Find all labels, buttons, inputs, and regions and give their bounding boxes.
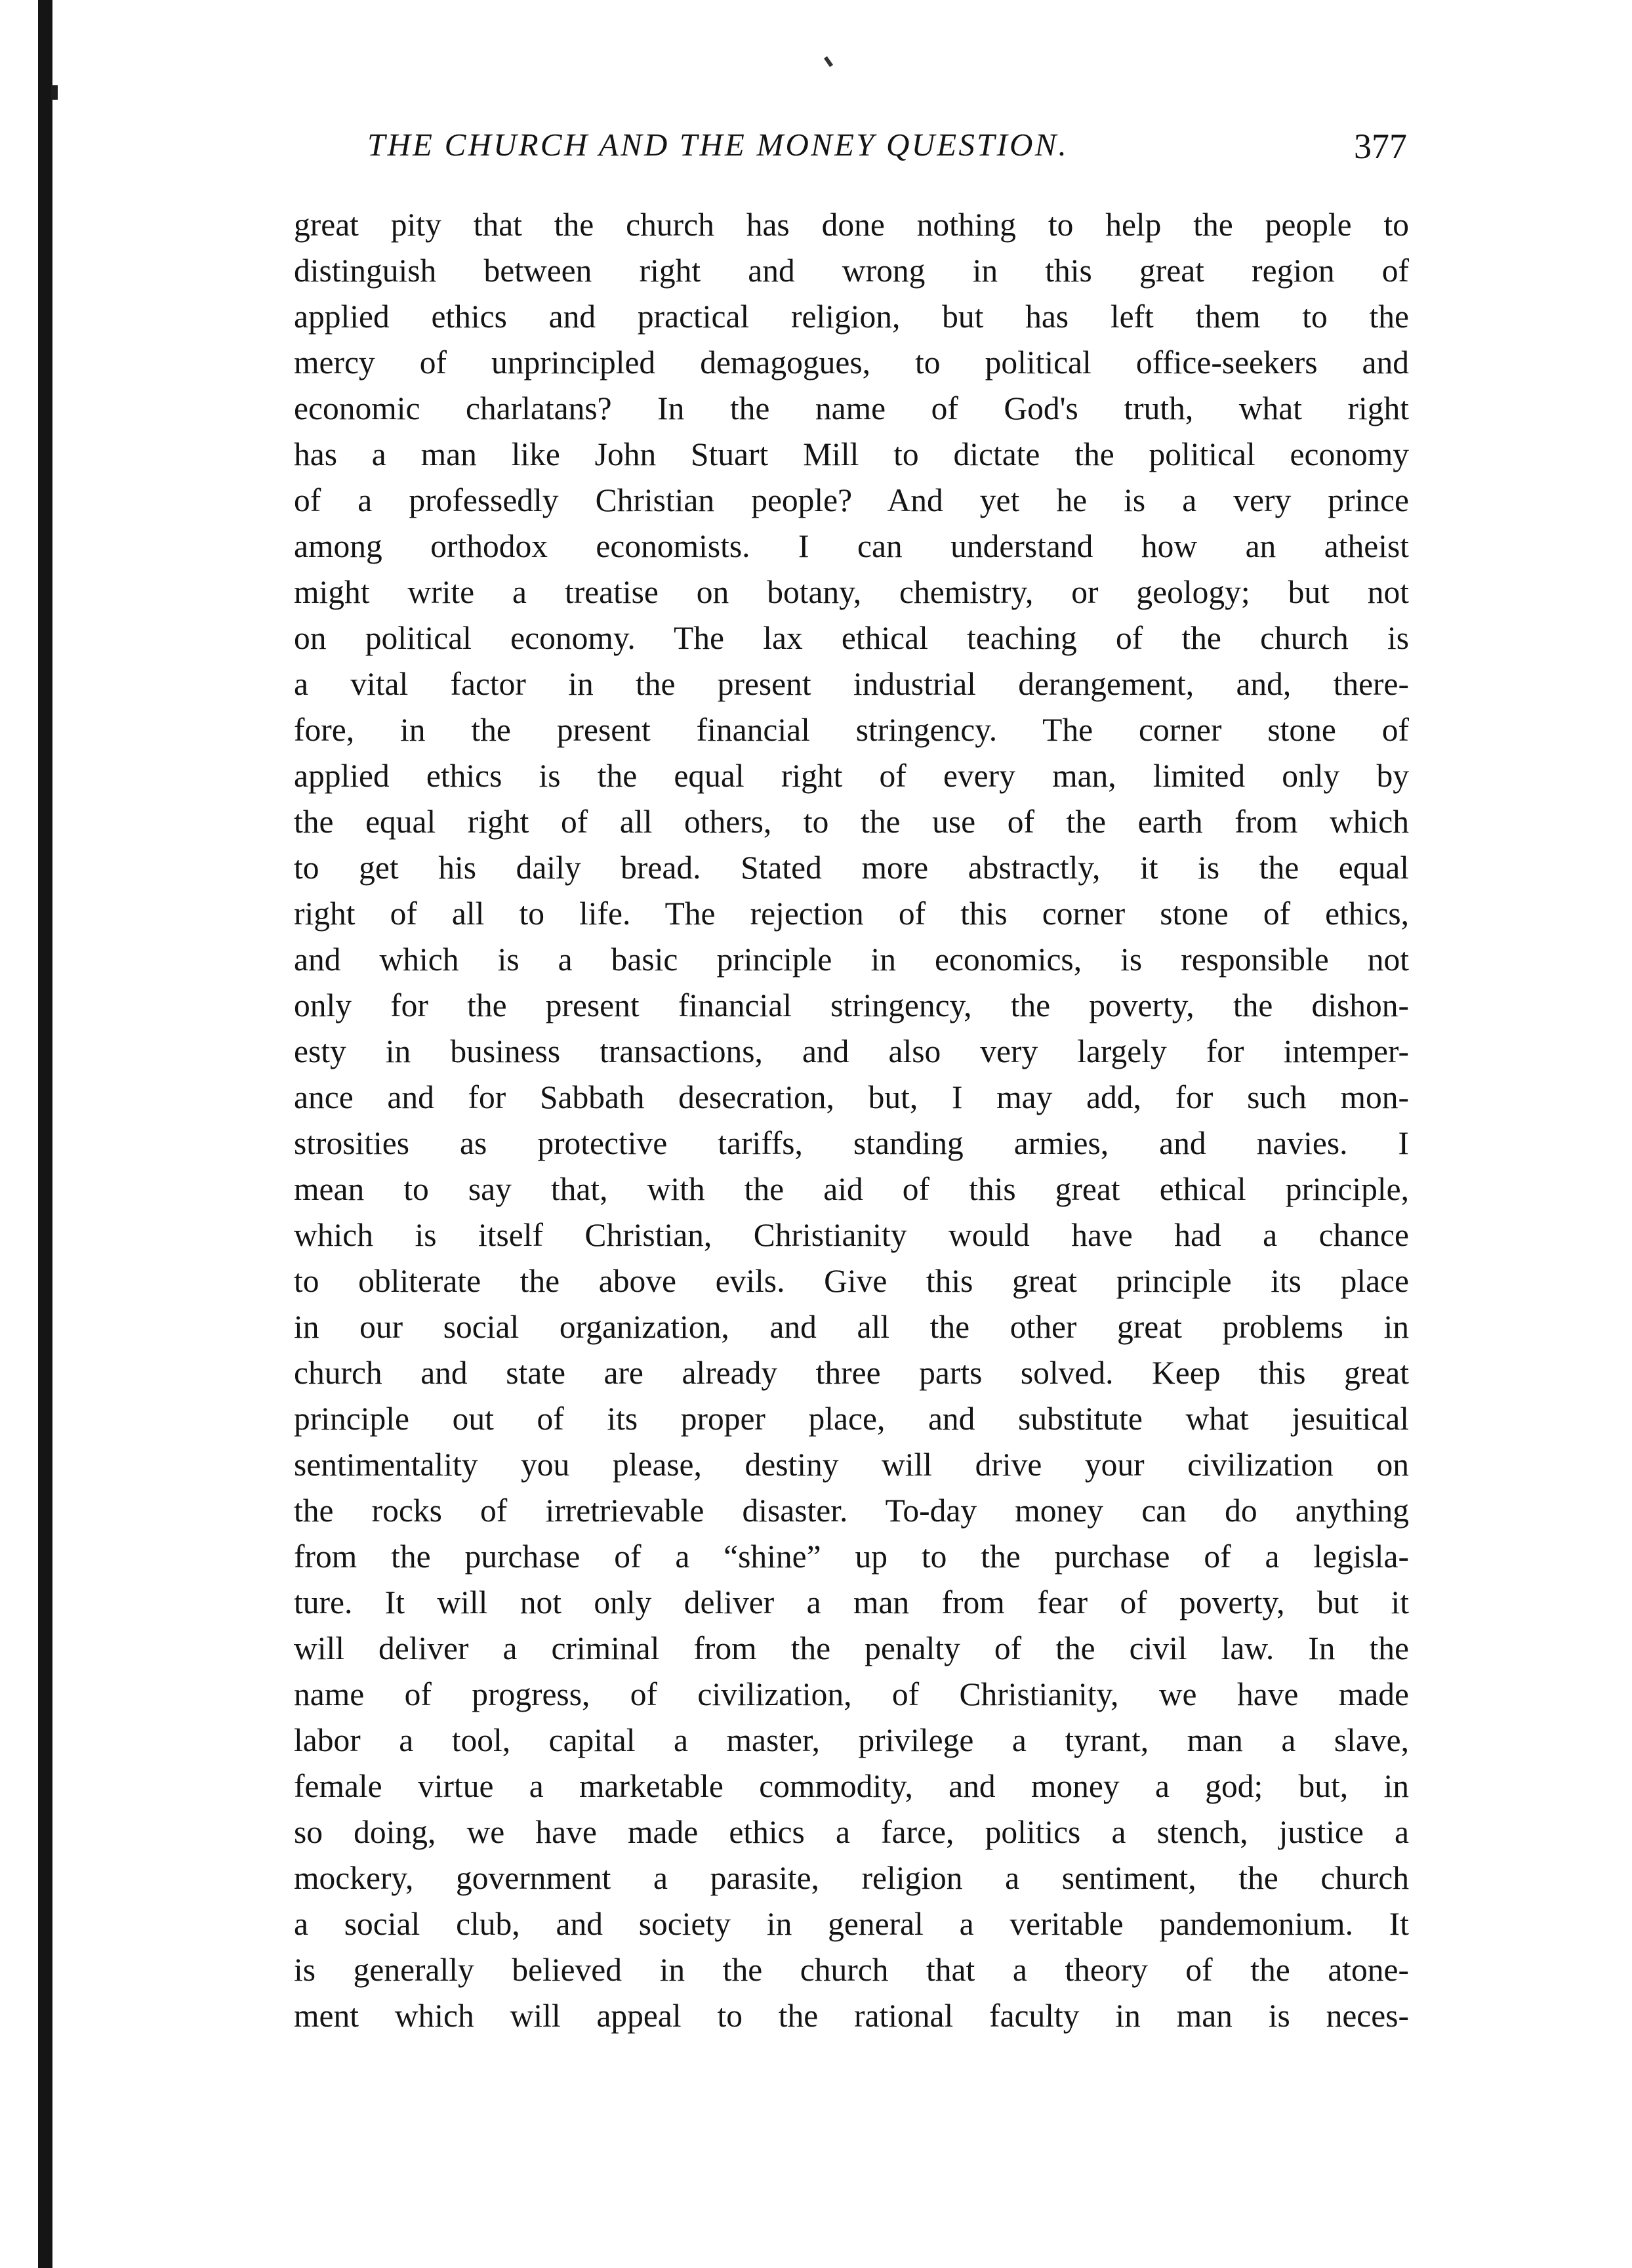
- text-line: which is itself Christian, Christianity would have had a chance: [294, 1217, 1409, 1253]
- binding-notch: [51, 85, 58, 100]
- text-line: labor a tool, capital a master, privilege a tyrant, man a slave,: [294, 1722, 1409, 1758]
- text-line: great pity that the church has done nothing to help the people to: [294, 207, 1409, 243]
- text-line: to get his daily bread. Stated more abstractly, it is the equal: [294, 850, 1409, 886]
- text-line: church and state are already three parts solved. Keep this great: [294, 1355, 1409, 1391]
- text-line: is generally believed in the church that a theory of the atone-: [294, 1952, 1409, 1988]
- text-line: sentimentality you please, destiny will drive your civilization on: [294, 1447, 1409, 1483]
- text-line: of a professedly Christian people? And yet he is a very prince: [294, 482, 1409, 518]
- running-head: THE CHURCH AND THE MONEY QUESTION.: [367, 127, 1069, 163]
- text-line: mercy of unprincipled demagogues, to political office-seekers and: [294, 344, 1409, 381]
- text-line: fore, in the present financial stringency. The corner stone of: [294, 712, 1409, 748]
- text-line: the rocks of irretrievable disaster. To-day money can do anything: [294, 1493, 1409, 1529]
- text-line: ture. It will not only deliver a man from fear of poverty, but it: [294, 1584, 1409, 1620]
- text-line: applied ethics and practical religion, but has left them to the: [294, 299, 1409, 335]
- text-line: to obliterate the above evils. Give this great principle its place: [294, 1263, 1409, 1299]
- text-line: a social club, and society in general a veritable pandemonium. It: [294, 1906, 1409, 1942]
- text-line: esty in business transactions, and also very largely for intemper-: [294, 1033, 1409, 1069]
- text-line: female virtue a marketable commodity, and money a god; but, in: [294, 1768, 1409, 1804]
- text-line: mean to say that, with the aid of this great ethical principle,: [294, 1171, 1409, 1207]
- page-number: 377: [1354, 127, 1407, 166]
- text-line: right of all to life. The rejection of this corner stone of ethics,: [294, 896, 1409, 932]
- text-line: among orthodox economists. I can understand how an atheist: [294, 528, 1409, 564]
- text-line: will deliver a criminal from the penalty of the civil law. In the: [294, 1630, 1409, 1666]
- body-text: [294, 202, 1409, 2039]
- text-line: only for the present financial stringency, the poverty, the dishon-: [294, 987, 1409, 1023]
- text-line: from the purchase of a “shine” up to the purchase of a legisla-: [294, 1538, 1409, 1575]
- text-line: has a man like John Stuart Mill to dictate the political economy: [294, 436, 1409, 472]
- text-line: economic charlatans? In the name of God's truth, what right: [294, 390, 1409, 426]
- binding-edge: [38, 0, 52, 2268]
- text-line: might write a treatise on botany, chemistry, or geology; but not: [294, 574, 1409, 610]
- text-line: distinguish between right and wrong in this great region of: [294, 253, 1409, 289]
- text-line: so doing, we have made ethics a farce, politics a stench, justice a: [294, 1814, 1409, 1850]
- text-line: applied ethics is the equal right of every man, limited only by: [294, 758, 1409, 794]
- text-line: name of progress, of civilization, of Christianity, we have made: [294, 1676, 1409, 1712]
- text-line: and which is a basic principle in economics, is responsible not: [294, 941, 1409, 978]
- text-line: a vital factor in the present industrial derangement, and, there-: [294, 666, 1409, 702]
- text-line: on political economy. The lax ethical teaching of the church is: [294, 620, 1409, 656]
- ink-speck: [824, 56, 833, 68]
- text-line: principle out of its proper place, and substitute what jesuitical: [294, 1401, 1409, 1437]
- text-line: ment which will appeal to the rational faculty in man is neces-: [294, 1998, 1409, 2034]
- text-line: in our social organization, and all the other great problems in: [294, 1309, 1409, 1345]
- text-line: ance and for Sabbath desecration, but, I may add, for such mon-: [294, 1079, 1409, 1115]
- text-line: the equal right of all others, to the use of the earth from which: [294, 804, 1409, 840]
- text-line: mockery, government a parasite, religion a sentiment, the church: [294, 1860, 1409, 1896]
- text-line: strosities as protective tariffs, standing armies, and navies. I: [294, 1125, 1409, 1161]
